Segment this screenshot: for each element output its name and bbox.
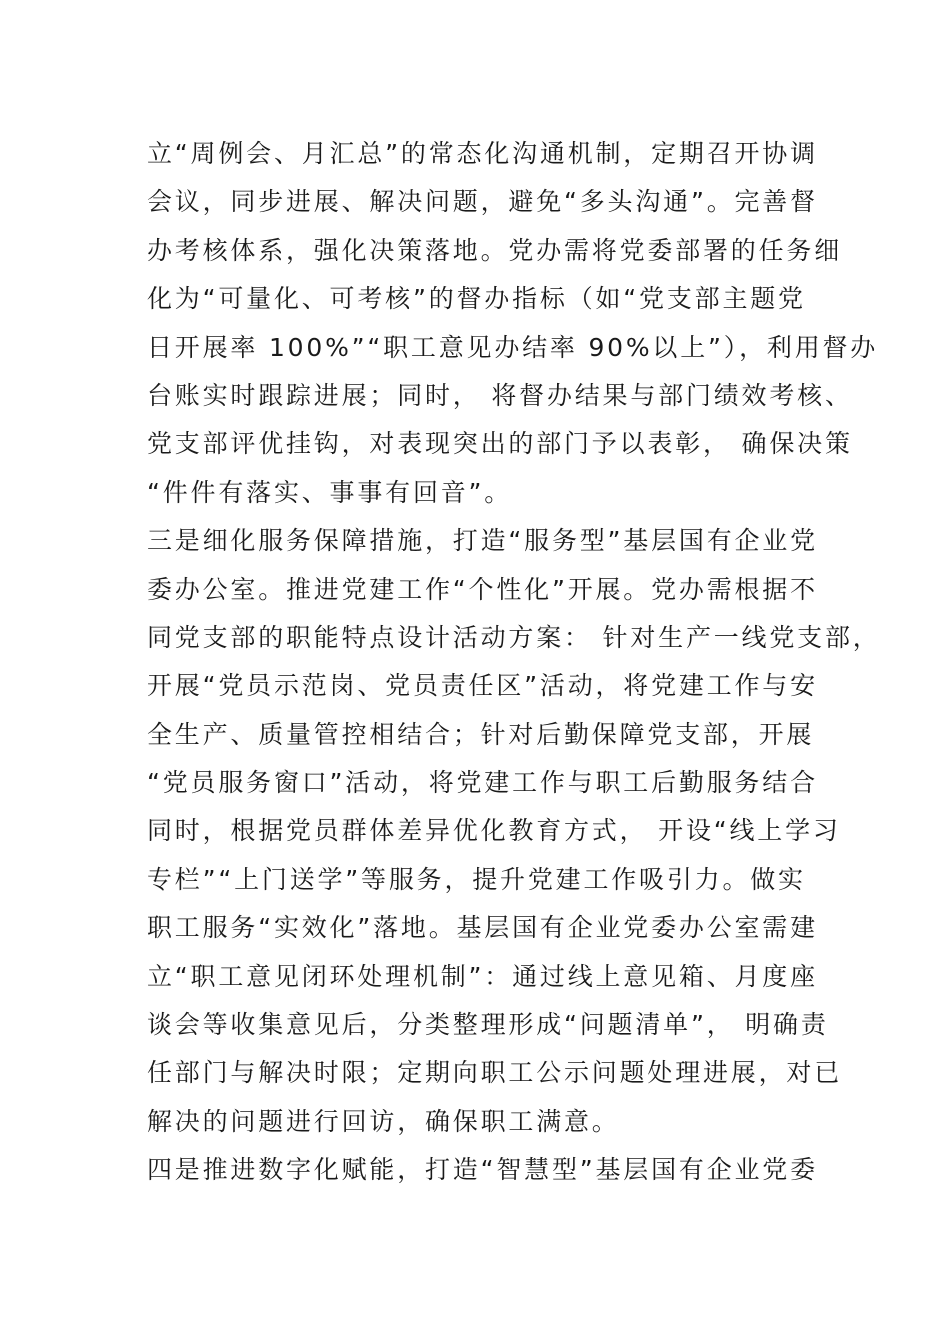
text-line: “件件有落实、事事有回音”。: [147, 477, 513, 507]
text-line: 三是细化服务保障措施，打造“服务型”基层国有企业党: [147, 526, 818, 556]
text-line: 同时，根据党员群体差异优化教育方式， 开设“线上学习: [147, 816, 841, 846]
text-line: 四是推进数字化赋能，打造“智慧型”基层国有企业党委: [147, 1155, 818, 1185]
text-line: 会议，同步进展、解决问题，避免“多头沟通”。完善督: [147, 187, 818, 217]
text-line: 委办公室。推进党建工作“个性化”开展。党办需根据不: [147, 574, 818, 604]
text-line: 立“周例会、月汇总”的常态化沟通机制，定期召开协调: [147, 139, 818, 168]
text-line: 台账实时跟踪进展；同时， 将督办结果与部门绩效考核、: [147, 380, 853, 410]
text-line: 化为“可量化、可考核”的督办指标（如“党支部主题党: [147, 284, 806, 314]
text-line: 解决的问题进行回访，确保职工满意。: [147, 1106, 620, 1136]
text-line: 开展“党员示范岗、党员责任区”活动，将党建工作与安: [147, 671, 818, 701]
text-line: 谈会等收集意见后，分类整理形成“问题清单”， 明确责: [147, 1010, 829, 1040]
text-line: 专栏”“上门送学”等服务，提升党建工作吸引力。做实: [147, 864, 806, 894]
text-line: 同党支部的职能特点设计活动方案： 针对生产一线党支部，: [147, 622, 881, 652]
text-line: “党员服务窗口”活动，将党建工作与职工后勤服务结合: [147, 768, 818, 798]
text-line: 党支部评优挂钩，对表现突出的部门予以表彰， 确保决策: [147, 429, 853, 459]
text-line: 立“职工意见闭环处理机制”：通过线上意见箱、月度座: [147, 961, 818, 991]
text-line: 日开展率 100%”“职工意见办结率 90%以上”），利用督办: [147, 332, 879, 362]
text-line: 全生产、质量管控相结合；针对后勤保障党支部，开展: [147, 719, 815, 749]
text-line: 职工服务“实效化”落地。基层国有企业党委办公室需建: [147, 913, 818, 943]
text-line: 办考核体系，强化决策落地。党办需将党委部署的任务细: [147, 235, 843, 265]
text-line: 任部门与解决时限；定期向职工公示问题处理进展，对已: [147, 1058, 843, 1088]
document-body: [147, 130, 881, 1195]
